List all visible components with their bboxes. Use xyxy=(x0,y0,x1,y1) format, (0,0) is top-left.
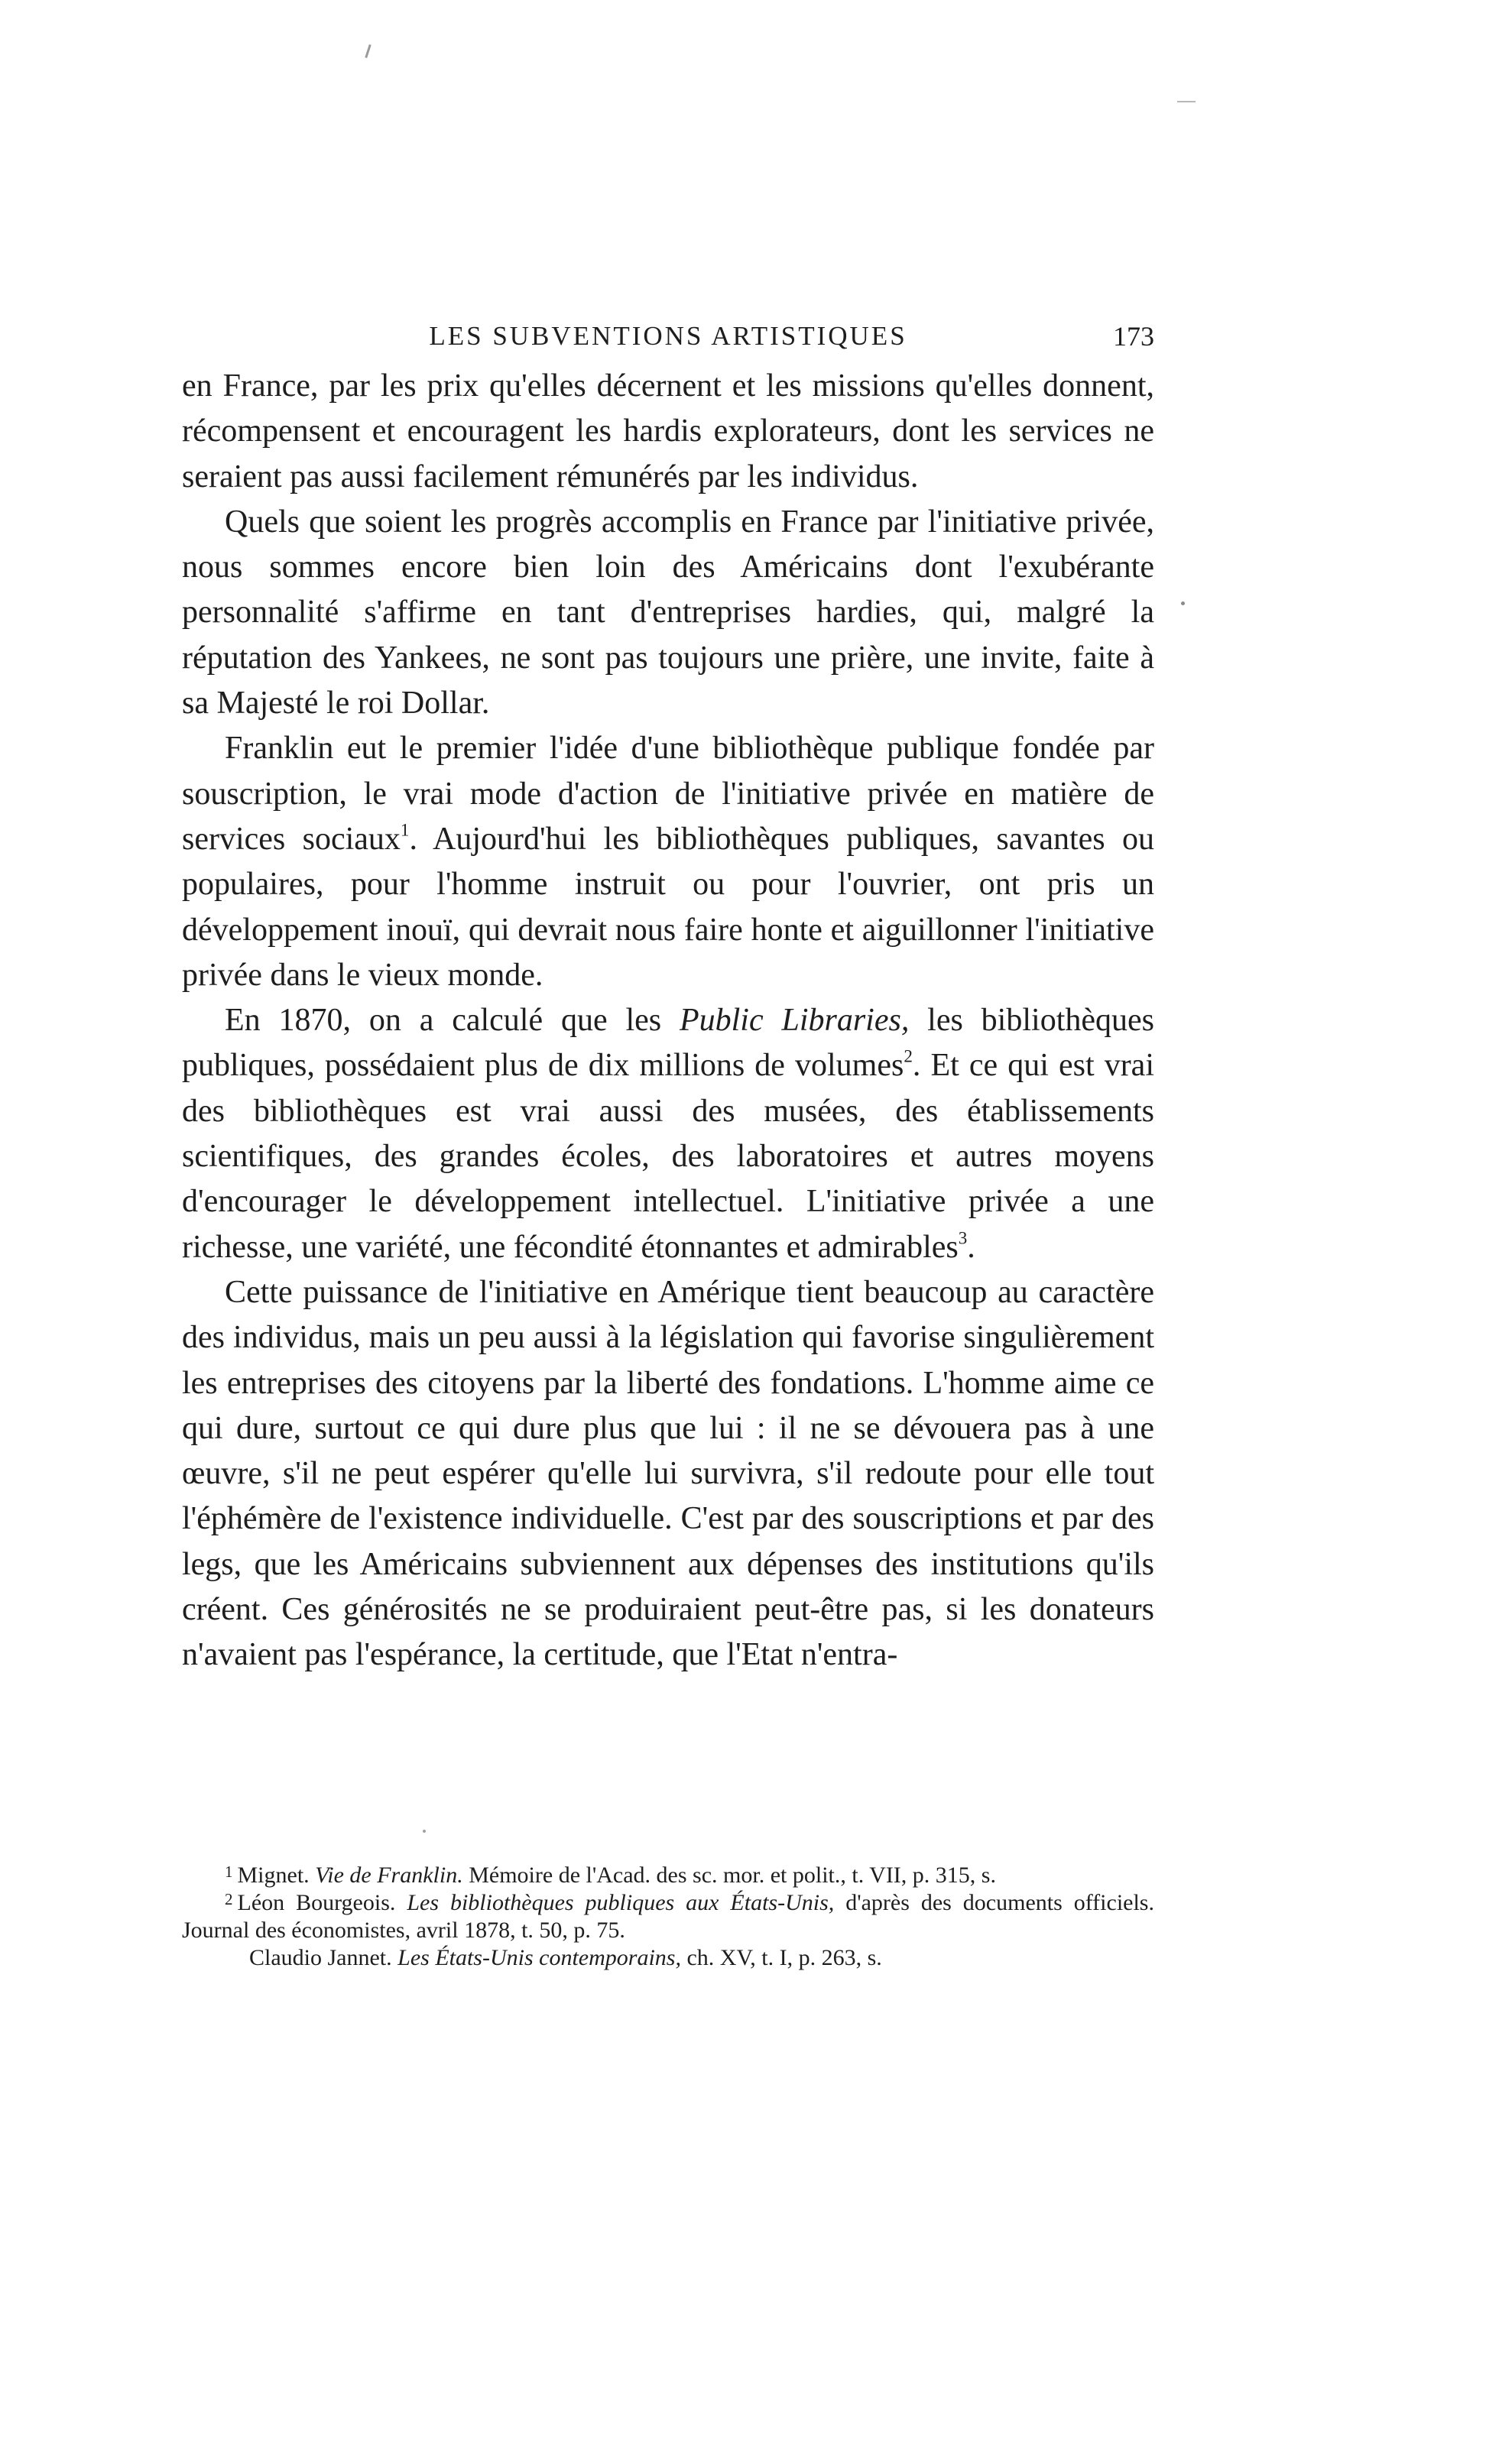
footnote-2-italic: Les bibliothèques publiques aux États-Unis, xyxy=(407,1890,835,1915)
footnote-ref-3: 3 xyxy=(958,1227,968,1248)
footnote-3 xyxy=(182,1944,1154,1972)
footnote-1-italic: Vie de Franklin. xyxy=(315,1863,463,1888)
paragraph-4 xyxy=(182,998,1154,1270)
page-number: 173 xyxy=(1113,321,1154,352)
ink-speck xyxy=(1177,101,1196,102)
footnote-2 xyxy=(182,1889,1154,1944)
ink-speck xyxy=(1181,601,1185,605)
paragraph-5: Cette puissance de l'initiative en Amérique tient beaucoup au caractère des individus, mais un peu aussi à la législation qui favorise singulièrement les entreprises des citoyens par la liberté des fondations. L'homme aime ce qui dure, surtout ce qui dure plus que lui : il ne se dévouera pas à une œuvre, s'il ne peut espérer qu'elle lui survivra, s'il redoute pour elle tout l'éphémère de l'existence individuelle. C'est par des souscriptions et par des legs, que les Américains subviennent aux dépenses des institutions qu'ils créent. Ces générosités ne se produiraient peut-être pas, si les donateurs n'avaient pas l'espérance, la certitude, que l'Etat n'entra- xyxy=(182,1274,1154,1673)
footnote-ref-1: 1 xyxy=(400,819,410,840)
footnote-1 xyxy=(182,1862,1154,1889)
paragraph-4-text-d: . xyxy=(967,1229,975,1265)
paragraph-4-text-b: les bibliothèques publiques, possédaient plus de dix millions de volumes xyxy=(182,1003,1154,1084)
paragraph-4-text-a: En 1870, on a calculé que les xyxy=(225,1003,680,1039)
running-title: LES SUBVENTIONS ARTISTIQUES xyxy=(429,321,907,351)
ink-speck xyxy=(423,1830,426,1833)
paragraph-1: en France, par les prix qu'elles décernent et les missions qu'elles donnent, récompensent et encouragent les hardis explorateurs, dont les services ne seraient pas aussi facilement rémunérés par les individus. xyxy=(182,368,1154,494)
paragraph-3 xyxy=(182,726,1154,998)
main-text xyxy=(182,364,1154,1678)
paragraph-2: Quels que soient les progrès accomplis en France par l'initiative privée, nous sommes encore bien loin des Américains dont l'exubérante personnalité s'affirme en tant d'entreprises hardies, qui, malgré la réputation des Yankees, ne sont pas toujours une prière, une invite, faite à sa Majesté le roi Dollar. xyxy=(182,504,1154,721)
footnote-1-mark: 1 xyxy=(225,1862,233,1881)
page-header xyxy=(182,317,1154,355)
footnote-3-text-b: ch. XV, t. I, p. 263, s. xyxy=(680,1945,882,1970)
footnote-2-text-b: d'après des documents officiels. Journal des économistes, avril 1878, t. 50, p. 75. xyxy=(182,1890,1154,1943)
paragraph-4-text-c: . Et ce qui est vrai des bibliothèques est vrai aussi des musées, des établissements scientifiques, des grandes écoles, des laboratoires et autres moyens d'encourager le développement intellectuel. L'initiative privée a une richesse, une variété, une fécondité étonnantes et admirables xyxy=(182,1048,1154,1265)
paragraph-3-text-b: . Aujourd'hui les bibliothèques publiques, savantes ou populaires, pour l'homme instruit ou pour l'ouvrier, ont pris un développement inouï, qui devrait nous faire honte et aiguillonner l'initiative privée dans le vieux monde. xyxy=(182,821,1154,993)
footnote-1-text-b: Mémoire de l'Acad. des sc. mor. et polit., t. VII, p. 315, s. xyxy=(462,1863,996,1888)
footnote-ref-2: 2 xyxy=(904,1046,913,1067)
footnotes xyxy=(182,1862,1154,1972)
footnote-2-mark: 2 xyxy=(225,1889,233,1908)
paragraph-3-text-a: Franklin eut le premier l'idée d'une bibliothèque publique fondée par souscription, le vrai mode d'action de l'initiative privée en matière de services sociaux xyxy=(182,731,1154,857)
footnote-2-text-a: Léon Bourgeois. xyxy=(237,1890,407,1915)
ink-speck xyxy=(365,44,371,58)
footnote-3-text-a: Claudio Jannet. xyxy=(249,1945,398,1970)
footnote-1-text-a: Mignet. xyxy=(237,1863,316,1888)
footnote-3-italic: Les États-Unis contemporains, xyxy=(397,1945,681,1970)
paragraph-4-italic: Public Libraries, xyxy=(679,1003,910,1039)
